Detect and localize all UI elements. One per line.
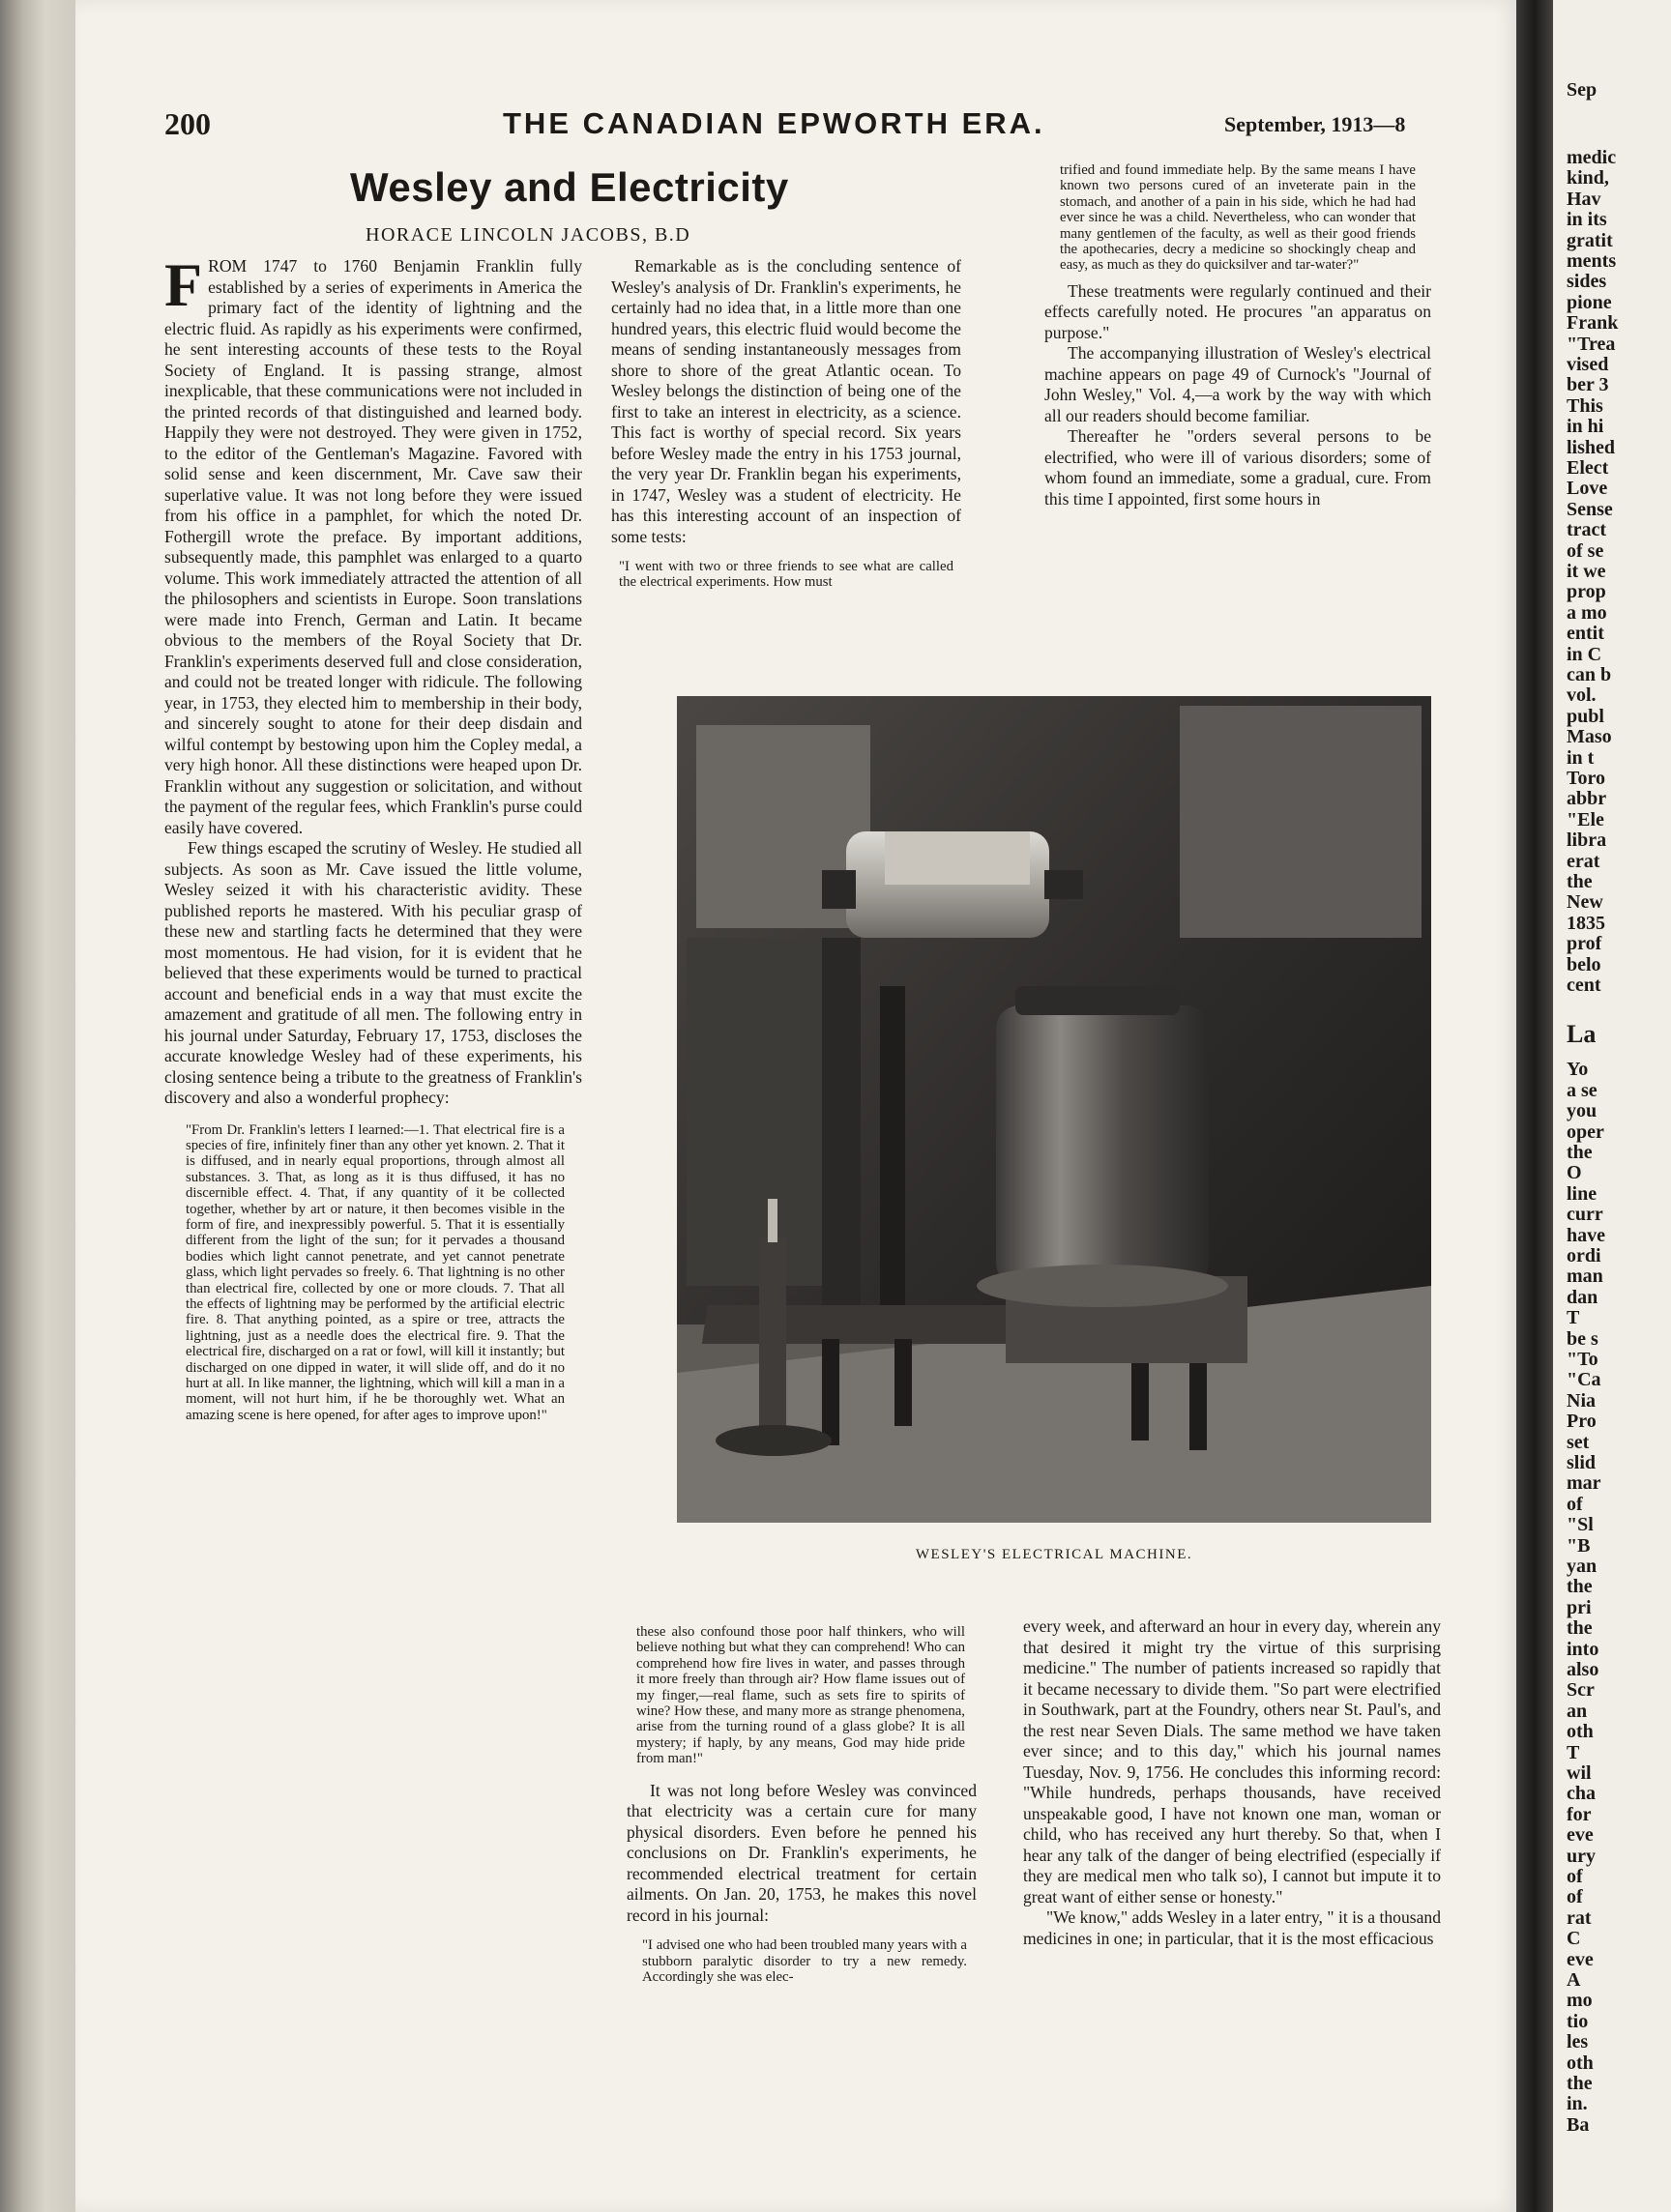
column-3-top xyxy=(1044,162,1431,509)
next-page-fragment: vised xyxy=(1567,354,1609,375)
next-page-fragment: ury xyxy=(1567,1845,1596,1867)
next-page-fragment: Ba xyxy=(1567,2113,1590,2136)
next-page-fragment: erat xyxy=(1567,850,1600,872)
block-quote: these also confound those poor half thinkers, who will believe nothing but what they can comprehend! Who can comprehend how fire lives in water, and passes through it more freely than through air? How flame issues out of my finger,—real flame, such as sets fire to spirits of wine? How these, and many more as strange phenomena, arise from the turning round of a glass globe? It is all mystery; if haply, by any means, God may hide pride from man!" xyxy=(636,1624,965,1767)
next-page-fragment: be s xyxy=(1567,1327,1598,1350)
next-page-fragment: prop xyxy=(1567,581,1606,603)
next-page-fragment: oper xyxy=(1567,1121,1604,1143)
next-page-fragment: "To xyxy=(1567,1349,1598,1370)
next-page-fragment: This xyxy=(1567,394,1603,417)
article-title: Wesley and Electricity xyxy=(350,164,789,210)
drop-cap: F xyxy=(164,250,203,319)
next-page-fragment: kind, xyxy=(1567,167,1609,189)
paragraph: "We know," adds Wesley in a later entry, " it is a thousand medicines in one; in particular, that it is the most efficacious xyxy=(1023,1907,1441,1948)
paragraph: The accompanying illustration of Wesley's electrical machine appears on page 49 of Curnock's "Journal of John Wesley," Vol. 4,—a work by the way with which all our readers should become familiar. xyxy=(1044,343,1431,425)
next-page-fragment: tract xyxy=(1567,519,1607,541)
next-page-fragment: in hi xyxy=(1567,416,1604,438)
next-page-fragment: a mo xyxy=(1567,601,1607,624)
masthead: THE CANADIAN EPWORTH ERA. xyxy=(503,106,1045,140)
next-page-fragment: Sense xyxy=(1567,498,1613,520)
next-page-fragment: it we xyxy=(1567,561,1606,582)
paragraph: Remarkable as is the concluding sentence of Wesley's analysis of Dr. Franklin's experiments, he certainly had no idea that, in a little more than one hundred years, this electric fluid would become the means of sending instantaneously messages from shore to shore of the great Atlantic ocean. To Wesley belongs the distinction of being one of the first to take an interest in electricity, as a science. This fact is worthy of special record. Six years before Wesley made the entry in his 1753 journal, the very year Dr. Franklin began his experiments, in 1747, Wesley was a student of electricity. He has this interesting account of an inspection of some tests: xyxy=(611,256,961,546)
next-page-fragment: "Sl xyxy=(1567,1514,1594,1536)
next-page-fragment: Hav xyxy=(1567,188,1601,210)
next-page-fragment: O xyxy=(1567,1162,1582,1184)
book-binding xyxy=(0,0,75,2212)
next-page-edge xyxy=(1553,0,1671,2212)
next-page-fragment: yan xyxy=(1567,1556,1598,1577)
next-page-fragment: of xyxy=(1567,1866,1583,1887)
next-page-fragment: the xyxy=(1567,2073,1593,2094)
next-page-fragment: eve xyxy=(1567,1948,1594,1970)
next-page-fragment: lished xyxy=(1567,436,1616,458)
next-page-fragment: the xyxy=(1567,1576,1593,1598)
next-page-fragment: line xyxy=(1567,1182,1598,1205)
next-page-fragment: belo xyxy=(1567,953,1601,975)
next-page-fragment: Maso xyxy=(1567,726,1612,748)
paragraph: every week, and afterward an hour in every day, wherein any that desired it might try the virtue of this surprising medicine." The number of patients increased so rapidly that it became necessary to divide them. "So part were electrified in Southwark, part at the Foundry, others near St. Paul's, and the rest near Seven Dials. The same method we have taken ever since; and to this day," which his journal names Tuesday, Nov. 9, 1756. He concludes this informing record: "While hundreds, perhaps thousands, have received unspeakable good, I have not known one man, woman or child, who has received any hurt thereby. So that, when I hear any talk of the danger of being electrified (especially if they are medical men who talk so), I cannot but impute it to great want of either sense or honesty." xyxy=(1023,1616,1441,1906)
next-page-fragment: "Trea xyxy=(1567,333,1616,355)
next-page-fragment: abbr xyxy=(1567,788,1607,810)
next-page-fragment: Yo xyxy=(1567,1059,1589,1081)
next-page-fragment: sides xyxy=(1567,271,1607,293)
next-page-fragment: an xyxy=(1567,1700,1588,1722)
next-page-fragment: rat xyxy=(1567,1906,1592,1929)
next-page-fragment: publ xyxy=(1567,705,1604,727)
next-page-fragment: Sep xyxy=(1567,79,1598,101)
paragraph: Few things escaped the scrutiny of Wesley. He studied all subjects. As soon as Mr. Cave issued the little volume, Wesley seized it with his characteristic avidity. These published reports he mastered. With his peculiar grasp of these new and startling facts he determined that they were most momentous. He had vision, for it is evident that he believed that these experiments would be turned to practical account and beneficial ends in a way that must excite the amazement and gratitude of all men. The following entry in his journal under Saturday, February 17, 1753, discloses the accurate knowledge Wesley had of these experiments, his closing sentence being a tribute to the greatness of Franklin's discovery and also a wonderful prophecy: xyxy=(164,838,582,1107)
next-page-fragment: of xyxy=(1567,1886,1583,1908)
next-page-fragment: pione xyxy=(1567,291,1612,313)
photo-caption: WESLEY'S ELECTRICAL MACHINE. xyxy=(915,1547,1193,1562)
next-page-fragment: A xyxy=(1567,1969,1581,1991)
next-page-fragment: entit xyxy=(1567,623,1604,645)
next-page-fragment: les xyxy=(1567,2031,1589,2053)
page-gutter xyxy=(1516,0,1553,2212)
next-page-fragment: ordi xyxy=(1567,1245,1601,1266)
next-page-fragment: in C xyxy=(1567,643,1602,665)
next-page-fragment: wil xyxy=(1567,1762,1592,1784)
next-page-fragment: of se xyxy=(1567,539,1604,562)
next-page-fragment: cha xyxy=(1567,1783,1596,1805)
next-page-fragment: slid xyxy=(1567,1452,1597,1473)
next-page-fragment: of xyxy=(1567,1493,1583,1515)
next-page-fragment: ber 3 xyxy=(1567,374,1609,396)
paragraph: FROM 1747 to 1760 Benjamin Franklin fully established by a series of experiments in America the primary fact of the identity of lightning and the electric fluid. As rapidly as his experiments were confirmed, he sent interesting accounts of these tests to the Royal Society of England. It is passing strange, almost inexplicable, that these communications were not included in the printed records of that distinguished and learned body. Happily they were not destroyed. They were given in 1752, to the editor of the Gentleman's Magazine. Favored with solid sense and keen discernment, Mr. Cave saw their superlative value. It was not long before they were issued from his office in a pamphlet, for which the noted Dr. Fothergill wrote the preface. By important additions, subsequently made, this pamphlet was enlarged to a quarto volume. This work immediately attracted the attention of all the philosophers and scientists in Europe. Soon translations were made into French, German and Latin. It became obvious to the members of the Royal Society that Dr. Franklin's experiments deserved full and close consideration, and could not be treated longer with ridicule. The following year, in 1753, they elected him to membership in their body, and sincerely sought to atone for their deep disdain and wilful contempt by bestowing upon him the Copley medal, a very high honor. All these distinctions were heaped upon Dr. Franklin without any suggestion or solicitation, and without the payment of the regular fees, which Franklin's purse could easily have covered. xyxy=(164,250,582,837)
paragraph: It was not long before Wesley was convinced that electricity was a certain cure for many physical disorders. Even before he penned his conclusions on Dr. Franklin's experiments, he recommended electrical treatment for certain ailments. On Jan. 20, 1753, he makes this novel record in his journal: xyxy=(627,1780,977,1925)
next-page-fragment: 1835 xyxy=(1567,912,1605,934)
next-page-fragment: for xyxy=(1567,1803,1592,1825)
next-page-fragment: New xyxy=(1567,891,1603,914)
block-quote: "I went with two or three friends to see what are called the electrical experiments. How must xyxy=(619,559,953,591)
electrical-machine-photo xyxy=(677,696,1431,1523)
next-page-fragment: a se xyxy=(1567,1079,1598,1101)
block-quote: "I advised one who had been troubled many years with a stubborn paralytic disorder to try a new remedy. Accordingly she was elec- xyxy=(642,1937,967,1985)
next-page-fragment: gratit xyxy=(1567,229,1613,251)
next-page-fragment: oth xyxy=(1567,2052,1594,2074)
next-page-fragment: Nia xyxy=(1567,1389,1596,1412)
next-page-fragment: C xyxy=(1567,1928,1581,1950)
column-2-top xyxy=(611,256,961,591)
next-page-fragment: you xyxy=(1567,1100,1598,1122)
next-page-fragment: T xyxy=(1567,1741,1580,1763)
next-page-fragment: Frank xyxy=(1567,312,1619,335)
next-page-fragment: T xyxy=(1567,1307,1580,1329)
next-page-fragment: mar xyxy=(1567,1472,1601,1495)
page-number: 200 xyxy=(164,106,211,141)
next-page-fragment: Toro xyxy=(1567,768,1606,789)
next-page-fragment: the xyxy=(1567,1142,1593,1163)
paragraph: Thereafter he "orders several persons to be electrified, who were ill of various disorders; some of whom found an immediate, some a gradual, cure. From this time I appointed, first some hours in xyxy=(1044,426,1431,509)
next-page-fragment: set xyxy=(1567,1431,1590,1453)
next-page-fragment: in. xyxy=(1567,2093,1588,2115)
next-page-fragment: curr xyxy=(1567,1204,1603,1226)
next-page-fragment: "B xyxy=(1567,1534,1591,1557)
next-page-fragment: prof xyxy=(1567,933,1602,955)
next-page-fragment: tio xyxy=(1567,2010,1589,2032)
issue-date: September, 1913—8 xyxy=(1224,112,1406,136)
next-page-fragment: can b xyxy=(1567,664,1612,685)
next-page-fragment: medic xyxy=(1567,147,1617,168)
next-page-fragment: eve xyxy=(1567,1824,1594,1847)
article-byline: HORACE LINCOLN JACOBS, B.D xyxy=(366,224,691,246)
block-quote: trified and found immediate help. By the same means I have known two persons cured of an inveterate pain in the stomach, and another of a pain in his side, which he had had ever since he was a child. Nevertheless, who can wonder that many gentlemen of the faculty, as well as their good friends the apothecaries, decry a medicine so shockingly cheap and easy, as much as they do quicksilver and tar-water?" xyxy=(1060,162,1416,274)
column-2-bottom xyxy=(627,1624,977,1985)
next-page-fragment: in t xyxy=(1567,746,1595,769)
column-3-bottom xyxy=(1023,1616,1441,1949)
next-page-fragment: cent xyxy=(1567,975,1601,996)
next-page-fragment: Elect xyxy=(1567,457,1609,479)
column-1 xyxy=(164,250,582,1433)
next-page-fragment: "Ele xyxy=(1567,808,1604,830)
next-page-fragment: into xyxy=(1567,1638,1599,1660)
next-page-fragment: the xyxy=(1567,1617,1593,1640)
next-page-fragment: man xyxy=(1567,1266,1603,1288)
next-page-fragment: dan xyxy=(1567,1286,1598,1308)
next-page-fragment: oth xyxy=(1567,1721,1594,1743)
next-page-fragment: La xyxy=(1567,1020,1597,1049)
next-page-fragment: libra xyxy=(1567,830,1607,852)
paragraph: These treatments were regularly continued and their effects carefully noted. He procures "an apparatus on purpose." xyxy=(1044,280,1431,342)
next-page-fragment: have xyxy=(1567,1224,1605,1246)
next-page-fragment: mo xyxy=(1567,1990,1593,2012)
next-page-fragment: in its xyxy=(1567,209,1607,231)
next-page-fragment: vol. xyxy=(1567,684,1597,707)
next-page-fragment: Pro xyxy=(1567,1411,1597,1433)
electrical-machine-illustration xyxy=(677,696,1431,1523)
next-page-fragment: Scr xyxy=(1567,1679,1595,1702)
next-page-fragment: also xyxy=(1567,1659,1599,1680)
next-page-fragment: Love xyxy=(1567,478,1608,500)
next-page-fragment: pri xyxy=(1567,1596,1592,1618)
next-page-fragment: the xyxy=(1567,871,1593,892)
next-page-fragment: "Ca xyxy=(1567,1369,1601,1391)
next-page-fragment: ments xyxy=(1567,250,1617,272)
block-quote: "From Dr. Franklin's letters I learned:—1. That electrical fire is a species of fire, infinitely finer than any other yet known. 2. That it is diffused, and in nearly equal proportions, through almost all substances. 3. That, as long as it is thus diffused, it has no discernible effect. 4. That, if any quantity of it be collected together, whether by art or nature, it then becomes visible in the form of fire, and inexpressibly powerful. 5. That it is essentially different from the light of the sun; for it pervades a thousand bodies which light cannot penetrate, and yet cannot penetrate glass, which light pervades so freely. 6. That lightning is no other than electrical fire, collected by one or more clouds. 7. That all the effects of lightning may be performed by the artificial electric fire. 8. That anything pointed, as a spire or tree, attracts the lightning, just as a needle does the electrical fire. 9. That the electrical fire, discharged on a rat or fowl, will kill it instantly; but discharged on one dipped in water, it will slide off, and do it no hurt at all. In like manner, the lightning, which will kill a man in a moment, will not hurt him, if he be thoroughly wet. What an amazing scene is here opened, for after ages to improve upon!" xyxy=(186,1121,565,1423)
